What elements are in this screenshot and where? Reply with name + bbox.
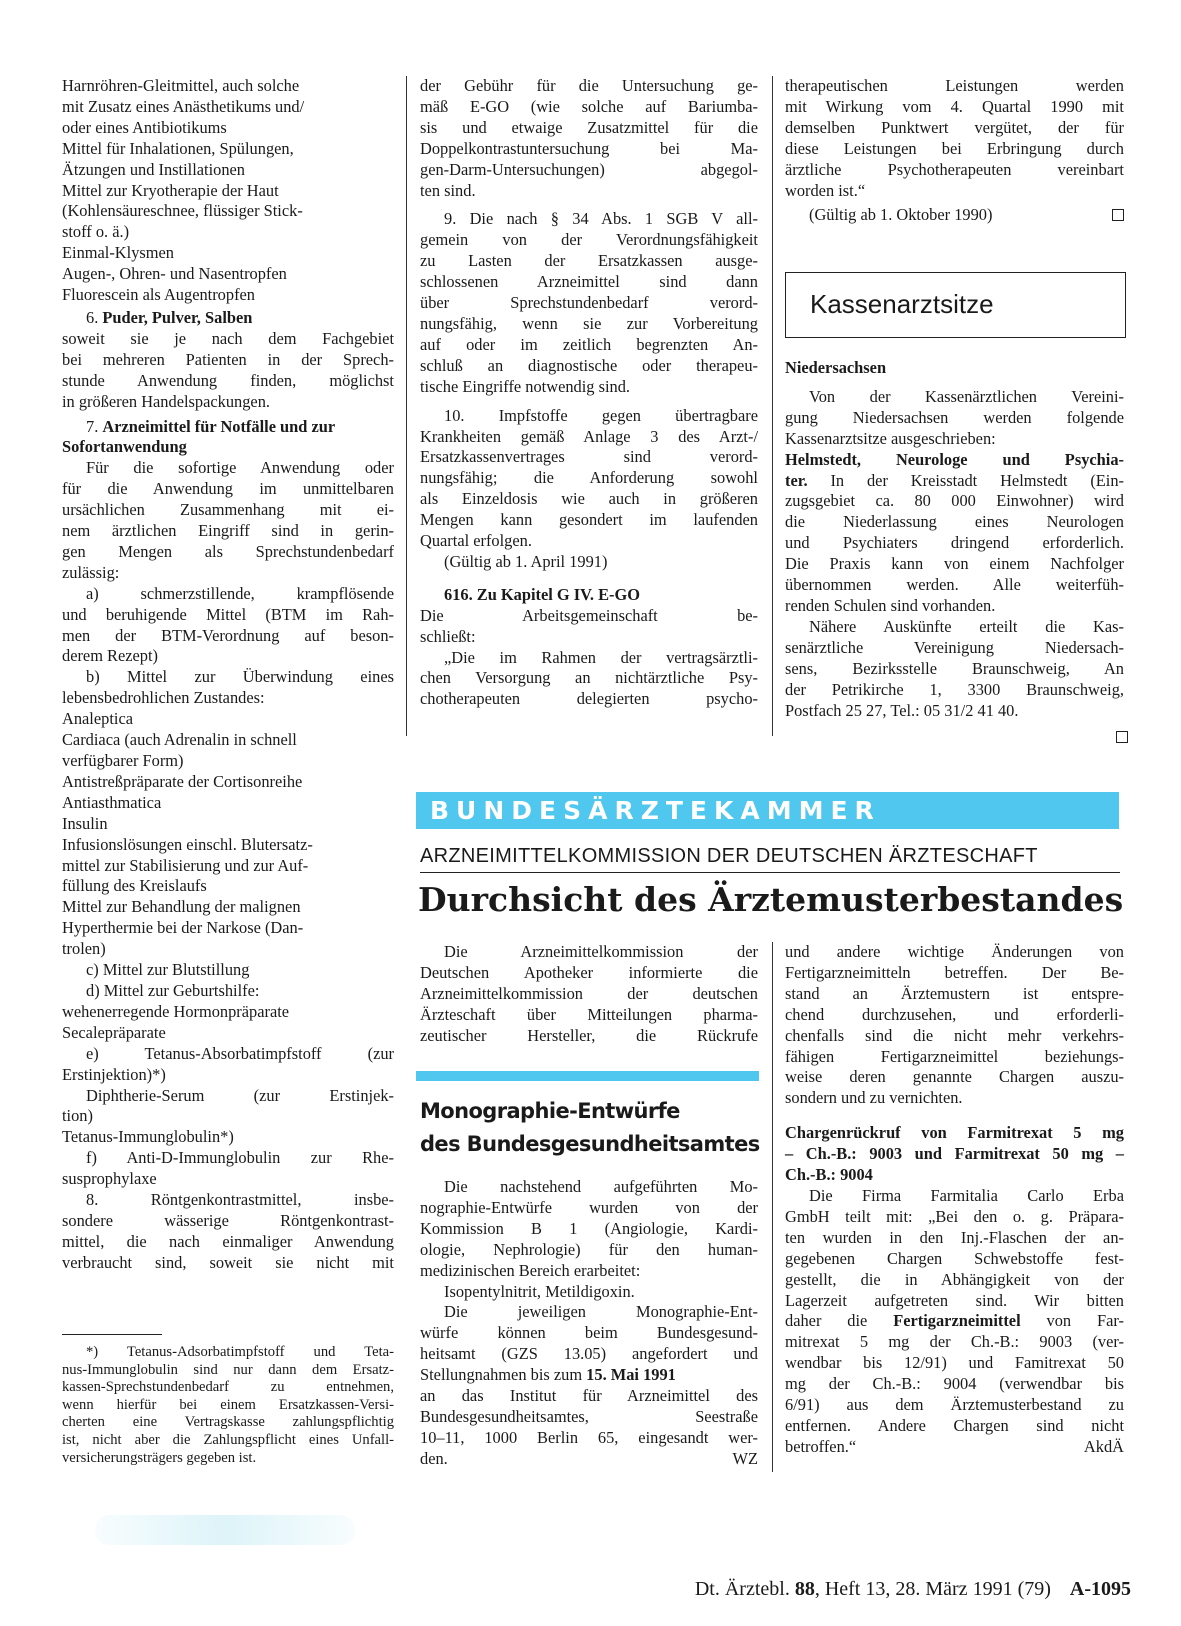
text-line: stand an Ärztemustern ist entspre- — [785, 983, 1124, 1003]
list-e3: Tetanus-Immunglobulin*) — [62, 1127, 234, 1147]
text-line: cherten eine Vertragskasse zahlungspflichtig — [62, 1414, 394, 1431]
text-line: susprophylaxe — [62, 1169, 157, 1189]
text-line: und beruhigende Mittel (BTM im Rah- — [62, 604, 394, 624]
lower-middle-column — [420, 942, 758, 1047]
text-line: wehenerregende Hormonpräparate — [62, 1001, 290, 1021]
text-line: lebensbedrohlichen Zustandes: — [62, 688, 265, 708]
text-line: ist, nicht aber die Zahlungspflicht eines Unfall- — [62, 1431, 394, 1448]
text-line: zulässig: — [62, 562, 120, 582]
signature: AkdÄ — [1083, 1436, 1124, 1456]
text-line: Mittel zur Kryotherapie der Haut — [62, 180, 279, 200]
text-line: Postfach 25 27, Tel.: 05 31/2 41 40. — [785, 700, 1019, 720]
text-line: füllung des Kreislaufs — [62, 876, 207, 896]
closing-text: betroffen.“ — [785, 1436, 857, 1456]
text-line: heitsamt (GZS 13.05) angefordert und — [420, 1344, 758, 1364]
text-line: Kassenarztsitze ausgeschrieben: — [785, 428, 996, 448]
text-line: Krankheiten gemäß Anlage 3 des Arzt-/ — [420, 426, 758, 446]
kicker-rule — [420, 872, 1120, 873]
text-line: gen Mengen als Sprechstundenbedarf — [62, 541, 394, 561]
text-line: Harnröhren-Gleitmittel, auch solche — [62, 76, 300, 95]
ad-title: Helmstedt, Neurologe und Psychia- — [785, 449, 1124, 469]
list-c: c) Mittel zur Blutstillung — [86, 960, 250, 980]
text-line: schließt: — [420, 626, 476, 646]
text-line: Mengen kann gesondert im laufenden — [420, 510, 758, 530]
text-line: mit Zusatz eines Anästhetikums und/ — [62, 96, 305, 116]
text-line: 10. Impfstoffe gegen übertragbare — [444, 405, 758, 425]
text-line: Arzneimittelkommission der deutschen — [420, 983, 758, 1003]
end-mark-icon — [1112, 209, 1124, 221]
text-line: ten wurden in den Inj.-Flaschen der an- — [785, 1227, 1124, 1247]
text-line: Lagerzeit aufgetreten sind. Wir bitten — [785, 1290, 1124, 1310]
column-left — [62, 76, 394, 1274]
text-line: der Gebühr für die Untersuchung ge- — [420, 76, 758, 95]
text-line: Antistreßpräparate der Cortisonreihe — [62, 771, 303, 791]
text-line: Die Arbeitsgemeinschaft be- — [420, 605, 758, 625]
text-line: „Die im Rahmen der vertragsärztli- — [444, 647, 758, 667]
page-number: A-1095 — [1069, 1578, 1131, 1600]
text-line: wenn hierfür bei einem Ersatzkassen-Versi- — [62, 1396, 394, 1413]
subhead — [420, 1095, 760, 1161]
text-line: demselben Punktwert vergütet, der für — [785, 117, 1124, 137]
text-line: weise deren genannte Chargen auszu- — [785, 1067, 1124, 1087]
column-right — [785, 76, 1124, 226]
text-line: stoff o. ä.) — [62, 222, 130, 242]
section-box-title: Kassenarztsitze — [810, 289, 994, 319]
section-number: 7. — [86, 416, 99, 436]
text-line: nungsfähig; die Anforderung sowohl — [420, 468, 758, 488]
text-line: worden ist.“ — [785, 180, 866, 200]
recall-post: von Far- — [1020, 1311, 1124, 1331]
deadline-date: 15. Mai 1991 — [586, 1365, 676, 1385]
list-f — [62, 1148, 394, 1190]
column-middle — [420, 76, 758, 710]
text-line: tion) — [62, 1106, 93, 1126]
text-line: b) Mittel zur Überwindung eines — [86, 667, 394, 687]
text-line: Nähere Auskünfte erteilt die Kas- — [809, 616, 1124, 636]
closing-line — [420, 1449, 758, 1470]
text-line: verbraucht sind, soweit sie nicht mit — [62, 1252, 394, 1272]
text-line: über Sprechstundenbedarf verord- — [420, 293, 758, 313]
journal-name: Dt. Ärztebl. — [694, 1578, 795, 1600]
text-line: 10–11, 1000 Berlin 65, eingesandt wer- — [420, 1427, 758, 1447]
recall-line — [785, 1311, 1124, 1332]
text-line: kassen-Sprechstundenbedarf zu entnehmen, — [62, 1379, 394, 1396]
text-line: Secalepräparate — [62, 1022, 166, 1042]
text-line: ologie, Nephrologie) für den human- — [420, 1239, 758, 1259]
text-line: Erstinjektion)*) — [62, 1064, 166, 1084]
issue-info: , Heft 13, 28. März 1991 (79) — [814, 1578, 1051, 1600]
text-line: Fertigarzneimitteln betreffen. Der Be- — [785, 962, 1124, 982]
text-line: nungsfähig, wenn sie zur Vorbereitung — [420, 313, 758, 333]
text-line: oder eines Antibiotikums — [62, 117, 227, 137]
text-line: medizinischen Bereich erarbeitet: — [420, 1260, 641, 1280]
text-line: Ärzteschaft über Mitteilungen pharma- — [420, 1004, 758, 1024]
text-line: GmbH teilt mit: „Bei den o. g. Präpara- — [785, 1206, 1124, 1226]
text-line: fähigen Fertigarzneimittel beziehungs- — [785, 1046, 1124, 1066]
text-line: Doppelkontrastuntersuchung bei Ma- — [420, 138, 758, 158]
column-right-lower — [785, 358, 1124, 721]
text-line: Antiasthmatica — [62, 792, 162, 812]
subhead-bar — [416, 1071, 759, 1081]
text-line: nographie-Entwürfe wurden von der — [420, 1197, 758, 1217]
recall-body — [785, 1186, 1124, 1311]
ad-body-first: In der Kreisstadt Helmstedt (Ein- — [807, 470, 1124, 490]
section-title-cont: Sofortanwendung — [62, 437, 187, 457]
intro — [785, 387, 1124, 450]
paragraph — [785, 942, 1124, 1109]
text-line: Ersatzkassenvertrages sind verord- — [420, 447, 758, 467]
text-line: zu Lasten der Ersatzkassen ausge- — [420, 251, 758, 271]
subhead-line-1: Monographie-Entwürfe — [420, 1099, 680, 1123]
deadline-line — [420, 1365, 758, 1386]
recall-body-cont — [785, 1332, 1124, 1437]
section-10 — [420, 406, 758, 552]
list-b — [62, 667, 394, 709]
ad-title-cont: ter. — [785, 470, 808, 490]
text-line: mitrexat 5 mg der Ch.-B.: 9003 (ver- — [785, 1332, 1124, 1352]
text-line: 9. Die nach § 34 Abs. 1 SGB V all- — [444, 209, 758, 229]
text-line: nus-Immunglobulin sind nur dann dem Ersatz- — [62, 1361, 394, 1378]
text-line: f) Anti-D-Immunglobulin zur Rhe- — [86, 1148, 394, 1168]
text-line: Die Firma Farmitalia Carlo Erba — [809, 1185, 1124, 1205]
deadline-pre: Stellungnahmen bis zum — [420, 1365, 587, 1385]
ad-title-line — [785, 450, 1124, 471]
text-line: (Kohlensäureschnee, flüssiger Stick- — [62, 201, 303, 221]
text-line: zugsgebiet ca. 80 000 Einwohner) wird — [785, 491, 1124, 511]
kicker: ARZNEIMITTELKOMMISSION DER DEUTSCHEN ÄRZTESCHAFT — [420, 845, 1038, 867]
column-divider — [772, 76, 773, 736]
text-line: sondere wässerige Röntgenkontrast- — [62, 1210, 394, 1230]
text-line: – Ch.-B.: 9003 und Farmitrexat 50 mg – — [785, 1144, 1124, 1164]
text-line: Augen-, Ohren- und Nasentropfen — [62, 264, 287, 284]
text-line: verfügbarer Form) — [62, 751, 184, 770]
section-title: Puder, Pulver, Salben — [102, 307, 253, 327]
section-number: 6. — [86, 307, 99, 327]
text-line: mit Wirkung vom 4. Quartal 1990 mit — [785, 96, 1124, 116]
closing-line — [785, 1437, 1124, 1458]
text-line: sis und etwaige Zusatzmittel für die — [420, 117, 758, 137]
text-line: gen-Darm-Untersuchungen) abgegol- — [420, 159, 758, 179]
text-line: auf oder im zeitlich begrenzten An- — [420, 334, 758, 354]
text-line: Einmal-Klysmen — [62, 243, 174, 263]
continuation — [420, 76, 758, 201]
recall-title — [785, 1123, 1124, 1186]
text-line: an das Institut für Arzneimittel des — [420, 1386, 758, 1406]
section-616-title: 616. Zu Kapitel G IV. E-GO — [444, 584, 640, 604]
text-line: sondern und zu vernichten. — [785, 1088, 963, 1108]
text-line: Die jeweiligen Monographie-Ent- — [444, 1302, 758, 1322]
text-line: würfe können beim Bundesgesund- — [420, 1323, 758, 1343]
text-line: nem ärztlichen Eingriff sind in gerin- — [62, 521, 394, 541]
closing-text: den. — [420, 1448, 448, 1468]
text-line: mittel zur Stabilisierung und zur Auf- — [62, 855, 309, 875]
text-line: diese Leistungen bei Erbringung durch — [785, 138, 1124, 158]
subhead-line-2: des Bundesgesundheitsamtes — [420, 1132, 760, 1156]
list-e2 — [62, 1086, 394, 1128]
text-line: Für die sofortige Anwendung oder — [86, 458, 394, 478]
text-line: gemein von der Verordnungsfähigkeit — [420, 230, 758, 250]
text-line: gung Niedersachsen werden folgende — [785, 407, 1124, 427]
text-line: derem Rezept) — [62, 646, 159, 666]
ad-title-line-2 — [785, 471, 1124, 492]
text-line: tische Eingriffe notwendig sind. — [420, 376, 631, 396]
text-line: 6/91) aus dem Ärztemusterbestand zu — [785, 1395, 1124, 1415]
text-line: gestellt, die in Abhängigkeit von der — [785, 1269, 1124, 1289]
text-line: Kommission B 1 (Angiologie, Kardi- — [420, 1218, 758, 1238]
text-line: Hyperthermie bei der Narkose (Dan- — [62, 918, 304, 938]
banner-title: BUNDESÄRZTEKAMMER — [430, 796, 881, 825]
lower-right-column — [785, 942, 1124, 1458]
scan-smudge — [95, 1515, 355, 1545]
recall-product: Fertigarzneimittel — [893, 1311, 1021, 1331]
section-7-body — [62, 458, 394, 583]
paragraph — [420, 1386, 758, 1449]
text-line: schlossenen Arzneimittel sind dann — [420, 272, 758, 292]
text-line: Von der Kassenärztlichen Vereini- — [809, 386, 1124, 406]
text-line: Ch.-B.: 9004 — [785, 1165, 873, 1185]
section-box — [785, 272, 1126, 338]
text-line: Deutschen Apotheker informierte die — [420, 962, 758, 982]
text-line: Bundesgesundheitsamtes, Seestraße — [420, 1406, 758, 1426]
list-d: d) Mittel zur Geburtshilfe: — [86, 980, 260, 1000]
validity-text: (Gültig ab 1. Oktober 1990) — [809, 205, 993, 225]
text-line: in größeren Handelspackungen. — [62, 391, 270, 411]
text-line: mg der Ch.-B.: 9004 (verwendbar bis — [785, 1374, 1124, 1394]
section-8 — [62, 1190, 394, 1274]
text-line: und andere wichtige Änderungen von — [785, 942, 1124, 961]
text-line: und Psychiaters dringend erforderlich. — [785, 533, 1124, 553]
text-line: wendbar bis 12/91) und Famitrexat 50 — [785, 1353, 1124, 1373]
text-line: a) schmerzstillende, krampflösende — [86, 583, 394, 603]
text-line: als Einzeldosis wie auch in größeren — [420, 489, 758, 509]
text-line: Die Praxis kann von einem Nachfolger — [785, 554, 1124, 574]
section-6 — [62, 308, 394, 329]
text-line: trolen) — [62, 939, 106, 959]
text-line: Chargenrückruf von Farmitrexat 5 mg — [785, 1123, 1124, 1143]
headline: Durchsicht des Ärztemusterbestandes — [418, 880, 1124, 919]
text-line: sens, Bezirksstelle Braunschweig, An — [785, 658, 1124, 678]
text-line: men der BTM-Verordnung auf beson- — [62, 625, 394, 645]
text-line: übernommen werden. Alle weiterfüh- — [785, 575, 1124, 595]
text-line: chenfalls sind die nicht mehr verkehrs- — [785, 1025, 1124, 1045]
text-line: Die nachstehend aufgeführten Mo- — [444, 1177, 758, 1196]
recall-pre: daher die — [785, 1311, 894, 1331]
text-line: chotherapeuten delegierten psycho- — [420, 689, 758, 709]
text-line: für die Anwendung im unmittelbaren — [62, 479, 394, 499]
text-line: Diphtherie-Serum (zur Erstinjek- — [86, 1085, 394, 1105]
text-line: Insulin — [62, 813, 108, 833]
text-line: senärztliche Vereinigung Niedersach- — [785, 637, 1124, 657]
contact — [785, 617, 1124, 722]
text-line: Cardiaca (auch Adrenalin in schnell — [62, 730, 297, 750]
text-line: versicherungsträgers gegeben ist. — [62, 1449, 257, 1466]
end-mark-icon — [1116, 731, 1128, 743]
text-line: ursächlichen Zusammenhang mit ei- — [62, 500, 394, 520]
section-9 — [420, 209, 758, 397]
text-line: Quartal erfolgen. — [420, 531, 532, 551]
text-line: soweit sie je nach dem Fachgebiet — [62, 328, 394, 348]
text-line: e) Tetanus-Absorbatimpfstoff (zur — [86, 1043, 394, 1063]
monograph-body — [420, 1177, 758, 1470]
text-line: bei mehreren Patienten in der Sprech- — [62, 349, 394, 369]
list-e — [62, 1044, 394, 1086]
section-banner — [416, 792, 1119, 829]
text-line: mittel, die nach einmaliger Anwendung — [62, 1231, 394, 1251]
text-line: ärztliche Psychotherapeuten vereinbart — [785, 159, 1124, 179]
text-line: Die Arzneimittelkommission der — [444, 942, 758, 961]
signature: WZ — [732, 1448, 758, 1468]
footnote — [62, 1344, 394, 1467]
text-line: der Petrikirche 1, 3300 Braunschweig, — [785, 679, 1124, 699]
continuation — [785, 76, 1124, 201]
text-line: entfernen. Andere Chargen sind nicht — [785, 1415, 1124, 1435]
column-divider — [406, 76, 407, 736]
text-line: Infusionslösungen einschl. Blutersatz- — [62, 834, 313, 854]
text-line: schluß an diagnostische oder therapeu- — [420, 355, 758, 375]
paragraph — [420, 1177, 758, 1282]
section-title: Arzneimittel für Notfälle und zur — [102, 416, 336, 436]
section-6-body — [62, 329, 394, 413]
text-line: stunde Anwendung finden, möglichst — [62, 370, 394, 390]
validity-note — [785, 205, 1124, 226]
list-a — [62, 584, 394, 668]
text-line: Mittel zur Behandlung der malignen — [62, 897, 301, 917]
list-b-items — [62, 709, 394, 960]
text-line: Ätzungen und Instillationen — [62, 159, 245, 179]
footnote-rule — [62, 1334, 162, 1335]
text-line: Analeptica — [62, 709, 133, 729]
item-list — [62, 76, 394, 306]
region-heading: Niedersachsen — [785, 358, 887, 377]
intro — [420, 942, 758, 1047]
text-line: ten sind. — [420, 180, 476, 200]
text-line: renden Schulen sind vorhanden. — [785, 595, 996, 615]
volume: 88 — [794, 1578, 815, 1600]
text-line: mäß E-GO (wie solche auf Bariumba- — [420, 96, 758, 116]
text-line: chend durchzusehen, und erforderli- — [785, 1004, 1124, 1024]
ad-body — [785, 491, 1124, 616]
validity-note: (Gültig ab 1. April 1991) — [444, 551, 608, 571]
paragraph — [420, 1302, 758, 1365]
text-line: therapeutischen Leistungen werden — [785, 76, 1124, 95]
list-d-items — [62, 1002, 394, 1044]
page-footer — [695, 1578, 1131, 1601]
text-line: chen Versorgung an nichtärztliche Psy- — [420, 668, 758, 688]
text-line: *) Tetanus-Adsorbatimpfstoff und Teta- — [86, 1344, 394, 1360]
text-line: Mittel für Inhalationen, Spülungen, — [62, 138, 294, 158]
text-line: die Niederlassung eines Neurologen — [785, 512, 1124, 532]
text-line: 8. Röntgenkontrastmittel, insbe- — [86, 1190, 394, 1210]
text-line: gegebenen Chargen Schwebstoffe fest- — [785, 1248, 1124, 1268]
substances: Isopentylnitrit, Metildigoxin. — [444, 1281, 635, 1301]
text-line: Fluorescein als Augentropfen — [62, 285, 255, 305]
text-line: zeutischer Hersteller, die Rückrufe — [420, 1025, 758, 1045]
section-7-title — [62, 417, 394, 438]
column-divider — [772, 942, 773, 1472]
section-616-body — [420, 606, 758, 711]
